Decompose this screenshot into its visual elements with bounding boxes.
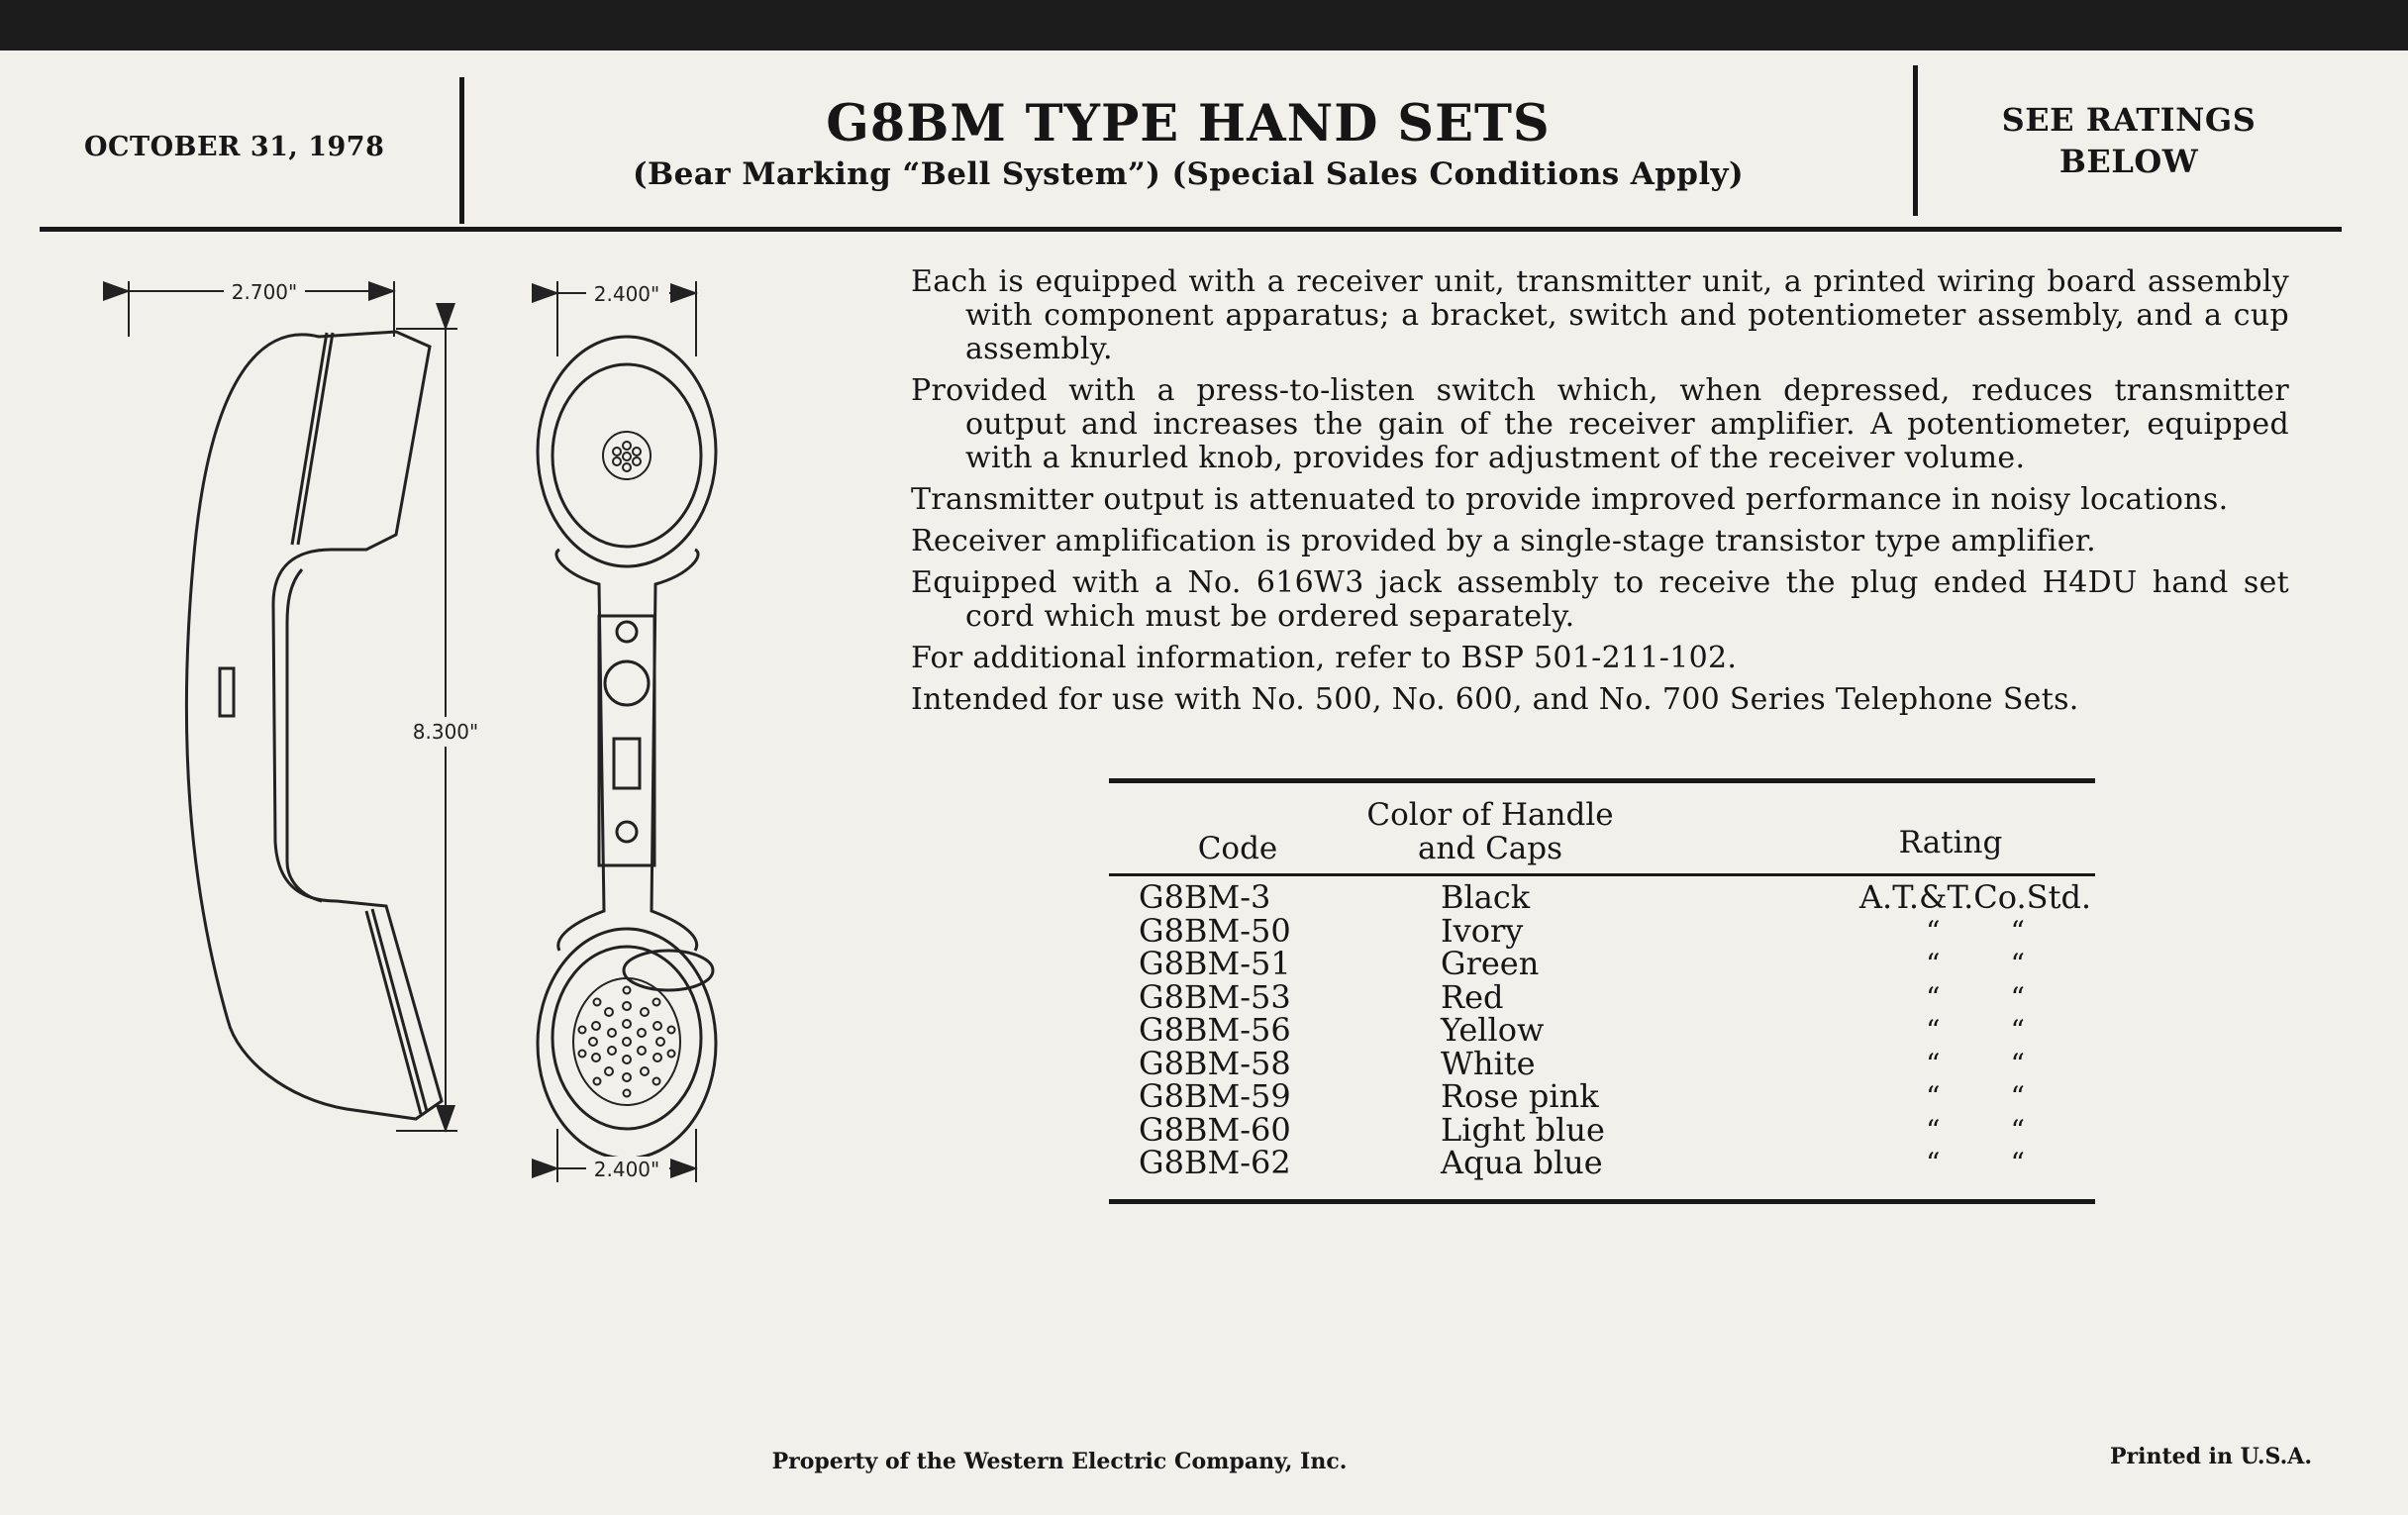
rating-cell: “ “: [1926, 914, 2025, 948]
description-paragraph: Transmitter output is attenuated to provide improved performance in noisy locations.: [911, 482, 2229, 517]
ratings-note: [1921, 99, 2337, 182]
transmitter-cap-highlight: [624, 951, 713, 990]
transmitter-cap-edge: [366, 911, 421, 1114]
ratings-note-line1: SEE RATINGS: [2001, 101, 2257, 139]
color-cell: Black: [1441, 878, 1531, 916]
table-row: [1139, 945, 2119, 982]
issue-date: OCTOBER 31, 1978: [84, 132, 385, 162]
column-header-rating: Rating: [1898, 825, 2003, 860]
ratings-note-line2: BELOW: [2058, 143, 2199, 180]
receiver-cap-edge-inner: [298, 333, 333, 545]
front-width-bottom-label: 2.400": [593, 1158, 660, 1181]
code-cell: G8BM-56: [1139, 1011, 1291, 1049]
table-row: [1139, 1011, 2119, 1049]
code-cell: G8BM-53: [1139, 977, 1291, 1016]
description-paragraph: Each is equipped with a receiver unit, transmitter unit, a printed wiring board assembly with component apparatus; a bracket, switch and potentiometer assembly, and a cup assembly.: [911, 264, 2289, 366]
table-row: [1139, 977, 2119, 1016]
table-row: [1139, 878, 2119, 916]
header-divider-right: [1913, 65, 1918, 216]
table-row: [1139, 1077, 2119, 1115]
color-cell: Green: [1441, 945, 1540, 982]
receiver-cap-inner: [552, 364, 701, 547]
color-cell: White: [1441, 1044, 1536, 1082]
rating-cell: “ “: [1926, 948, 2025, 980]
receiver-cap-edge: [292, 333, 327, 545]
rating-cell: “ “: [1926, 1047, 2025, 1080]
table-row: [1139, 911, 2119, 950]
rating-cell: “ “: [1926, 1080, 2025, 1113]
column-header-color-line1: Color of Handle: [1366, 797, 1614, 833]
table-row: [1139, 1144, 2119, 1181]
header-divider-left: [459, 77, 464, 224]
code-cell: G8BM-60: [1139, 1110, 1291, 1149]
side-width-label: 2.700": [231, 280, 298, 304]
transmitter-cap-edge-inner: [372, 909, 427, 1111]
description-paragraph: Equipped with a No. 616W3 jack assembly to receive the plug ended H4DU hand set cord which must be ordered separately.: [911, 565, 2289, 634]
footer-printed-notice: Printed in U.S.A.: [2109, 1444, 2312, 1469]
color-cell: Red: [1441, 977, 1504, 1016]
page-title: G8BM TYPE HAND SETS: [826, 94, 1551, 153]
table-rule-bottom: [1109, 1199, 2095, 1204]
table-rule-header: [1109, 873, 2095, 876]
color-cell: Yellow: [1441, 1011, 1545, 1049]
column-header-code: Code: [1197, 831, 1278, 866]
column-header-color: [1327, 798, 1654, 865]
transmitter-holes: [573, 978, 680, 1105]
table-row: [1139, 1044, 2119, 1082]
rating-cell: “ “: [1926, 980, 2025, 1014]
front-handle-right: [652, 550, 698, 951]
front-handle-left: [556, 550, 604, 951]
code-cell: G8BM-59: [1139, 1077, 1291, 1115]
color-cell: Light blue: [1441, 1110, 1605, 1149]
rating-cell: A.T.&T.Co.Std.: [1858, 878, 2092, 916]
press-to-listen-button: [220, 668, 234, 716]
code-cell: G8BM-3: [1139, 878, 1271, 916]
receiver-holes: [603, 432, 651, 479]
code-cell: G8BM-50: [1139, 911, 1291, 950]
description-paragraph: Provided with a press-to-listen switch which, when depressed, reduces transmitter output and increases the gain of the receiver amplifier. A potentiometer, equipped with a knurled knob, provides for adjustment of the receiver volume.: [911, 373, 2289, 475]
color-cell: Aqua blue: [1441, 1144, 1603, 1181]
press-to-listen-switch: [614, 739, 640, 788]
color-cell: Rose pink: [1441, 1077, 1599, 1115]
rating-cell: “ “: [1926, 1113, 2025, 1147]
handle-inner-curve: [287, 569, 322, 901]
header-rule: [40, 227, 2342, 232]
code-cell: G8BM-62: [1139, 1144, 1291, 1181]
code-cell: G8BM-51: [1139, 945, 1291, 982]
table-rule-top: [1109, 778, 2095, 783]
table-body: [1139, 878, 2119, 1181]
rating-cell: “ “: [1926, 1147, 2025, 1179]
panel-screw-bottom: [617, 822, 637, 842]
color-cell: Ivory: [1441, 911, 1524, 950]
length-label: 8.300": [412, 720, 479, 744]
page-subtitle: (Bear Marking “Bell System”) (Special Sales Conditions Apply): [632, 156, 1745, 192]
description-block: [911, 265, 2289, 725]
rating-cell: “ “: [1926, 1014, 2025, 1047]
footer-property-notice: Property of the Western Electric Company, Inc.: [771, 1449, 1348, 1474]
front-width-top-label: 2.400": [593, 282, 660, 306]
code-cell: G8BM-58: [1139, 1044, 1291, 1082]
description-paragraph: For additional information, refer to BSP 501-211-102.: [911, 641, 1738, 675]
panel-screw-top: [617, 622, 637, 642]
column-header-color-line2: and Caps: [1417, 831, 1563, 866]
description-paragraph: Receiver amplification is provided by a single-stage transistor type amplifier.: [911, 524, 2097, 558]
table-row: [1139, 1110, 2119, 1149]
control-panel: [599, 616, 654, 865]
handset-drawing: [99, 267, 812, 1198]
volume-knob: [605, 661, 649, 705]
description-paragraph: Intended for use with No. 500, No. 600, and No. 700 Series Telephone Sets.: [911, 682, 2079, 717]
